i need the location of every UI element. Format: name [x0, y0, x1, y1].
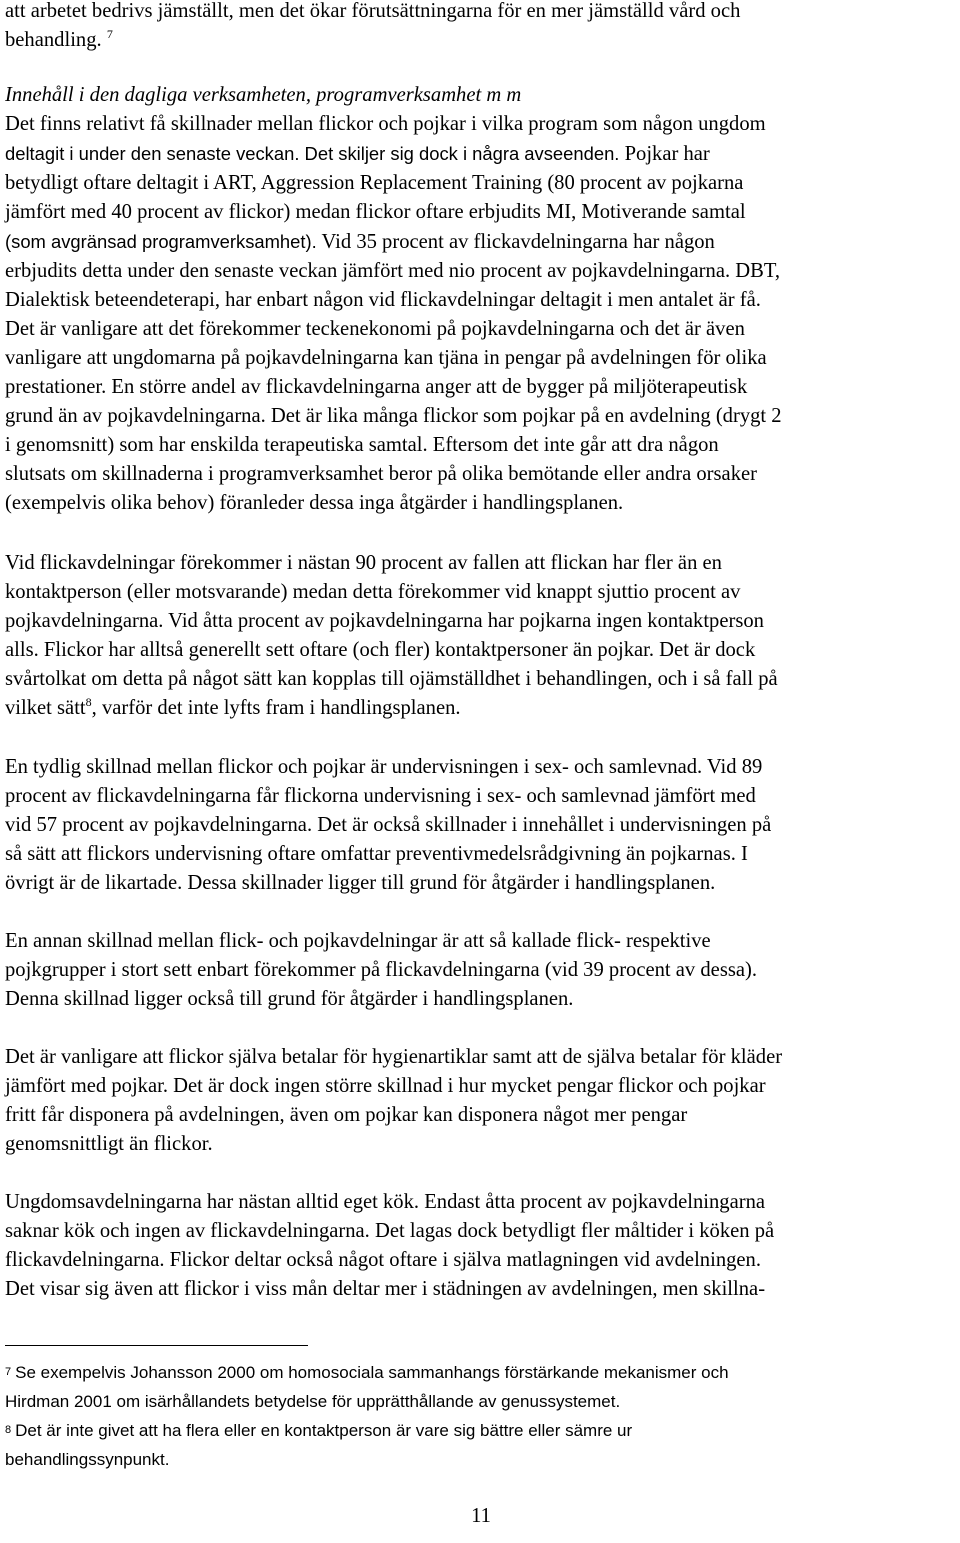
paragraph-line: Det är vanligare att flickor själva betalar för hygienartiklar samt att de själva betalar för kläder [5, 1046, 783, 1068]
paragraph-line: övrigt är de likartade. Dessa skillnader ligger till grund för åtgärder i handlingsplanen. [5, 872, 716, 894]
footnote-separator [5, 1345, 308, 1346]
footnote-7-line-1 [5, 1358, 957, 1387]
page-number: 11 [471, 1505, 491, 1527]
section-line-13: slutsats om skillnaderna i programverksamhet beror på olika bemötande eller andra orsaker [5, 463, 757, 485]
paragraph-line: En tydlig skillnad mellan flickor och pojkar är undervisningen i sex- och samlevnad. Vid 89 [5, 756, 763, 778]
paragraph-line: fritt får disponera på avdelningen, även om pojkar kan disponera något mer pengar [5, 1104, 688, 1126]
paragraph-line: svårtolkat om detta på något sätt kan kopplas till ojämställdhet i behandlingen, och i så fall på [5, 668, 778, 690]
paragraph-line: flickavdelningarna. Flickor deltar också något oftare i själva matlagningen vid avdelningen. [5, 1249, 761, 1271]
paragraph-line: procent av flickavdelningarna får flickorna undervisning i sex- och samlevnad jämfört med [5, 785, 756, 807]
footnote-8-number: 8 [5, 1424, 12, 1436]
section-line-5-serif: Vid 35 procent av flickavdelningarna har någon [321, 231, 715, 253]
footnote-7-number: 7 [5, 1366, 12, 1378]
section-line-2 [5, 139, 957, 169]
footnote-7-text-1: Se exempelvis Johansson 2000 om homosociala sammanhangs förstärkande mekanismer och [15, 1363, 729, 1382]
paragraph-line: jämfört med pojkar. Det är dock ingen större skillnad i hur mycket pengar flickor och pojkar [5, 1075, 766, 1097]
section-line-14: (exempelvis olika behov) föranleder dessa inga åtgärder i handlingsplanen. [5, 492, 624, 514]
paragraph-line: En annan skillnad mellan flick- och pojkavdelningar är att så kallade flick- respektive [5, 930, 711, 952]
section-daily-activities [5, 81, 957, 518]
section-line-10: prestationer. En större andel av flickavdelningarna anger att de bygger på miljöterapeutisk [5, 376, 748, 398]
paragraph-kitchen [5, 1188, 957, 1304]
paragraph-line: så sätt att flickors undervisning oftare omfattar preventivmedelsrådgivning än pojkarnas. I [5, 843, 748, 865]
paragraph-line: Vid flickavdelningar förekommer i nästan 90 procent av fallen att flickan har fler än en [5, 552, 722, 574]
section-heading: Innehåll i den dagliga verksamheten, programverksamhet m m [5, 84, 522, 106]
section-line-6: erbjudits detta under den senaste veckan jämfört med nio procent av pojkavdelningarna. DBT, [5, 260, 781, 282]
section-line-3: betydligt oftare deltagit i ART, Aggression Replacement Training (80 procent av pojkarna [5, 172, 744, 194]
intro-line-2 [5, 26, 957, 55]
paragraph-line: pojkgrupper i stort sett enbart förekommer på flickavdelningarna (vid 39 procent av dessa). [5, 959, 757, 981]
section-line-7: Dialektisk beteendeterapi, har enbart någon vid flickavdelningar deltagit i men antalet är få. [5, 289, 761, 311]
footnote-8-line-1 [5, 1416, 957, 1445]
section-line-2-serif: Pojkar har [624, 143, 710, 165]
paragraph-line: vid 57 procent av pojkavdelningarna. Det är också skillnader i innehållet i undervisningen på [5, 814, 772, 836]
paragraph-line: kontaktperson (eller motsvarande) medan detta förekommer vid knappt sjuttio procent av [5, 581, 741, 603]
section-line-4: jämfört med 40 procent av flickor) medan flickor oftare erbjudits MI, Motiverande samtal [5, 201, 746, 223]
section-line-5-sans: (som avgränsad programverksamhet). [5, 231, 317, 252]
paragraph-line: pojkavdelningarna. Vid åtta procent av pojkavdelningarna har pojkarna ingen kontaktperson [5, 610, 764, 632]
section-line-11: grund än av pojkavdelningarna. Det är lika många flickor som pojkar på en avdelning (drygt 2 [5, 405, 782, 427]
footnote-8 [5, 1416, 957, 1474]
paragraph-line: Ungdomsavdelningarna har nästan alltid eget kök. Endast åtta procent av pojkavdelningarna [5, 1191, 766, 1213]
paragraph-line: Denna skillnad ligger också till grund för åtgärder i handlingsplanen. [5, 988, 574, 1010]
section-line-12: i genomsnitt) som har enskilda terapeutiska samtal. Eftersom det inte går att dra någon [5, 434, 719, 456]
paragraph-contact-persons [5, 549, 957, 723]
section-line-2-sans: deltagit i under den senaste veckan. Det skiljer sig dock i några avseenden. [5, 143, 620, 164]
intro-line-1: att arbetet bedrivs jämställt, men det ökar förutsättningarna för en mer jämställd vård och [5, 0, 741, 22]
section-line-9: vanligare att ungdomarna på pojkavdelningarna kan tjäna in pengar på avdelningen för olika [5, 347, 767, 369]
paragraph-line: saknar kök och ingen av flickavdelningarna. Det lagas dock betydligt fler måltider i köken på [5, 1220, 775, 1242]
intro-line-2-text: behandling. [5, 29, 102, 51]
footnote-ref-7: 7 [106, 27, 113, 41]
section-line-5 [5, 227, 957, 257]
footnote-ref-8: 8 [85, 695, 92, 709]
paragraph-line: genomsnittligt än flickor. [5, 1133, 213, 1155]
paragraph-hygiene [5, 1043, 957, 1159]
section-line-1: Det finns relativt få skillnader mellan flickor och pojkar i vilka program som någon ungdom [5, 113, 766, 135]
paragraph-last-before: vilket sätt [5, 697, 86, 719]
paragraph-sex-education [5, 753, 957, 898]
footnote-8-line-2: behandlingssynpunkt. [5, 1450, 170, 1469]
paragraph-line-last [5, 694, 957, 723]
paragraph-line: Det visar sig även att flickor i viss mån deltar mer i städningen av avdelningen, men skillna- [5, 1278, 766, 1300]
footnote-8-text-1: Det är inte givet att ha flera eller en kontaktperson är vare sig bättre eller sämre ur [15, 1421, 633, 1440]
footnote-7 [5, 1358, 957, 1416]
footnote-7-line-2: Hirdman 2001 om isärhållandets betydelse för upprätthållande av genussystemet. [5, 1392, 621, 1411]
section-line-8: Det är vanligare att det förekommer teckenekonomi på pojkavdelningarna och det är även [5, 318, 745, 340]
intro-paragraph [5, 0, 957, 55]
paragraph-last-after: , varför det inte lyfts fram i handlingsplanen. [91, 697, 461, 719]
paragraph-line: alls. Flickor har alltså generellt sett oftare (och fler) kontaktpersoner än pojkar. Det är dock [5, 639, 756, 661]
paragraph-groups [5, 927, 957, 1014]
